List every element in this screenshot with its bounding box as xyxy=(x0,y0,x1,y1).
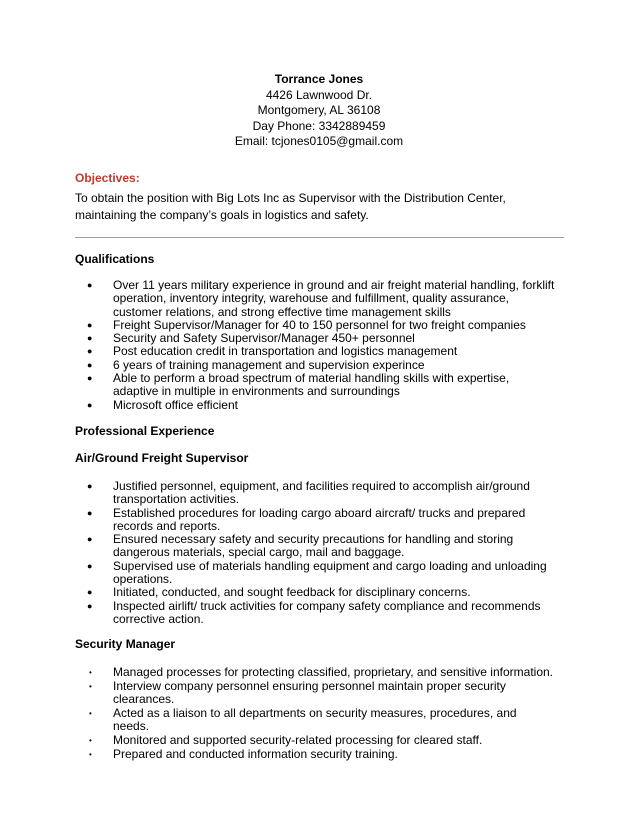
list-item: ● Inspected airlift/ truck activities for company safety compliance and recommends corrective action. xyxy=(87,598,541,626)
candidate-name: Torrance Jones xyxy=(274,72,364,86)
list-item: • Acted as a liaison to all departments on security measures, procedures, and needs. xyxy=(89,705,517,734)
list-item: ● Ensured necessary safety and security precautions for handling and storing dangerous materials, special cargo, mail and baggage. xyxy=(87,532,514,560)
list-item: ● Over 11 years military experience in ground and air freight material handling, forklift operation, inventory integrity, warehouse and fulfillment, quality assurance, customer relations, and strong effective time management skills xyxy=(87,278,555,319)
bullet-icon: ● xyxy=(87,333,93,344)
bullet-icon: • xyxy=(89,668,92,677)
city-line: Montgomery, AL 36108 xyxy=(257,103,381,117)
bullet-icon: • xyxy=(89,735,92,745)
bullet-icon: ● xyxy=(87,560,93,571)
bullet-icon: ● xyxy=(87,359,93,370)
list-item: • Managed processes for protecting classified, proprietary, and sensitive information. xyxy=(89,665,553,679)
list-item: ● Initiated, conducted, and sought feedback for disciplinary concerns. xyxy=(87,585,471,600)
security-duties-list xyxy=(75,666,555,761)
list-item: • Monitored and supported security-related processing for cleared staff. xyxy=(89,732,483,747)
bullet-icon: ● xyxy=(87,346,93,357)
phone-line: Day Phone: 3342889459 xyxy=(252,118,386,133)
bullet-icon: ● xyxy=(87,399,93,410)
bullet-icon: ● xyxy=(87,587,93,598)
list-item: • Prepared and conducted information security training. xyxy=(89,746,398,761)
bullet-icon: ● xyxy=(87,534,93,545)
address-line: 4426 Lawnwood Dr. xyxy=(265,87,373,102)
job-title-security: Security Manager xyxy=(75,637,176,651)
bullet-icon: ● xyxy=(87,319,93,330)
bullet-icon: • xyxy=(89,749,92,759)
objectives-text: To obtain the position with Big Lots Inc as Supervisor with the Distribution Center, maintaining the company’s goals in logistics and safety. xyxy=(75,191,506,222)
bullet-icon: • xyxy=(89,708,92,718)
list-item: ● Established procedures for loading cargo aboard aircraft/ trucks and prepared records and reports. xyxy=(87,505,526,533)
qualifications-list xyxy=(75,279,555,412)
bullet-icon: ● xyxy=(87,280,93,290)
list-item: ● 6 years of training management and supervision experince xyxy=(87,357,425,372)
section-divider xyxy=(75,237,564,238)
qualifications-heading: Qualifications xyxy=(75,252,155,266)
bullet-icon: • xyxy=(89,681,92,691)
bullet-icon: ● xyxy=(87,373,93,384)
objectives-heading: Objectives: xyxy=(75,171,140,185)
list-item: ● Post education credit in transportation and logistics management xyxy=(87,344,458,359)
email-line: Email: tcjones0105@gmail.com xyxy=(234,134,404,148)
list-item: • Interview company personnel ensuring personnel maintain proper security clearances. xyxy=(89,678,506,707)
experience-heading: Professional Experience xyxy=(75,424,215,438)
bullet-icon: ● xyxy=(87,481,93,491)
list-item: ● Able to perform a broad spectrum of material handling skills with expertise, adaptive in multiple in environments and surroundings xyxy=(87,371,510,399)
list-item: ● Supervised use of materials handling equipment and cargo loading and unloading operations. xyxy=(87,558,547,587)
freight-duties-list xyxy=(75,480,555,626)
job-title-freight: Air/Ground Freight Supervisor xyxy=(75,451,249,465)
list-item: ● Freight Supervisor/Manager for 40 to 150 personnel for two freight companies xyxy=(87,317,526,332)
bullet-icon: ● xyxy=(87,600,93,611)
contact-header xyxy=(0,72,638,150)
list-item: ● Justified personnel, equipment, and facilities required to accomplish air/ground transportation activities. xyxy=(87,479,530,507)
list-item: ● Microsoft office efficient xyxy=(87,397,238,412)
bullet-icon: ● xyxy=(87,507,93,518)
list-item: ● Security and Safety Supervisor/Manager 450+ personnel xyxy=(87,331,415,346)
